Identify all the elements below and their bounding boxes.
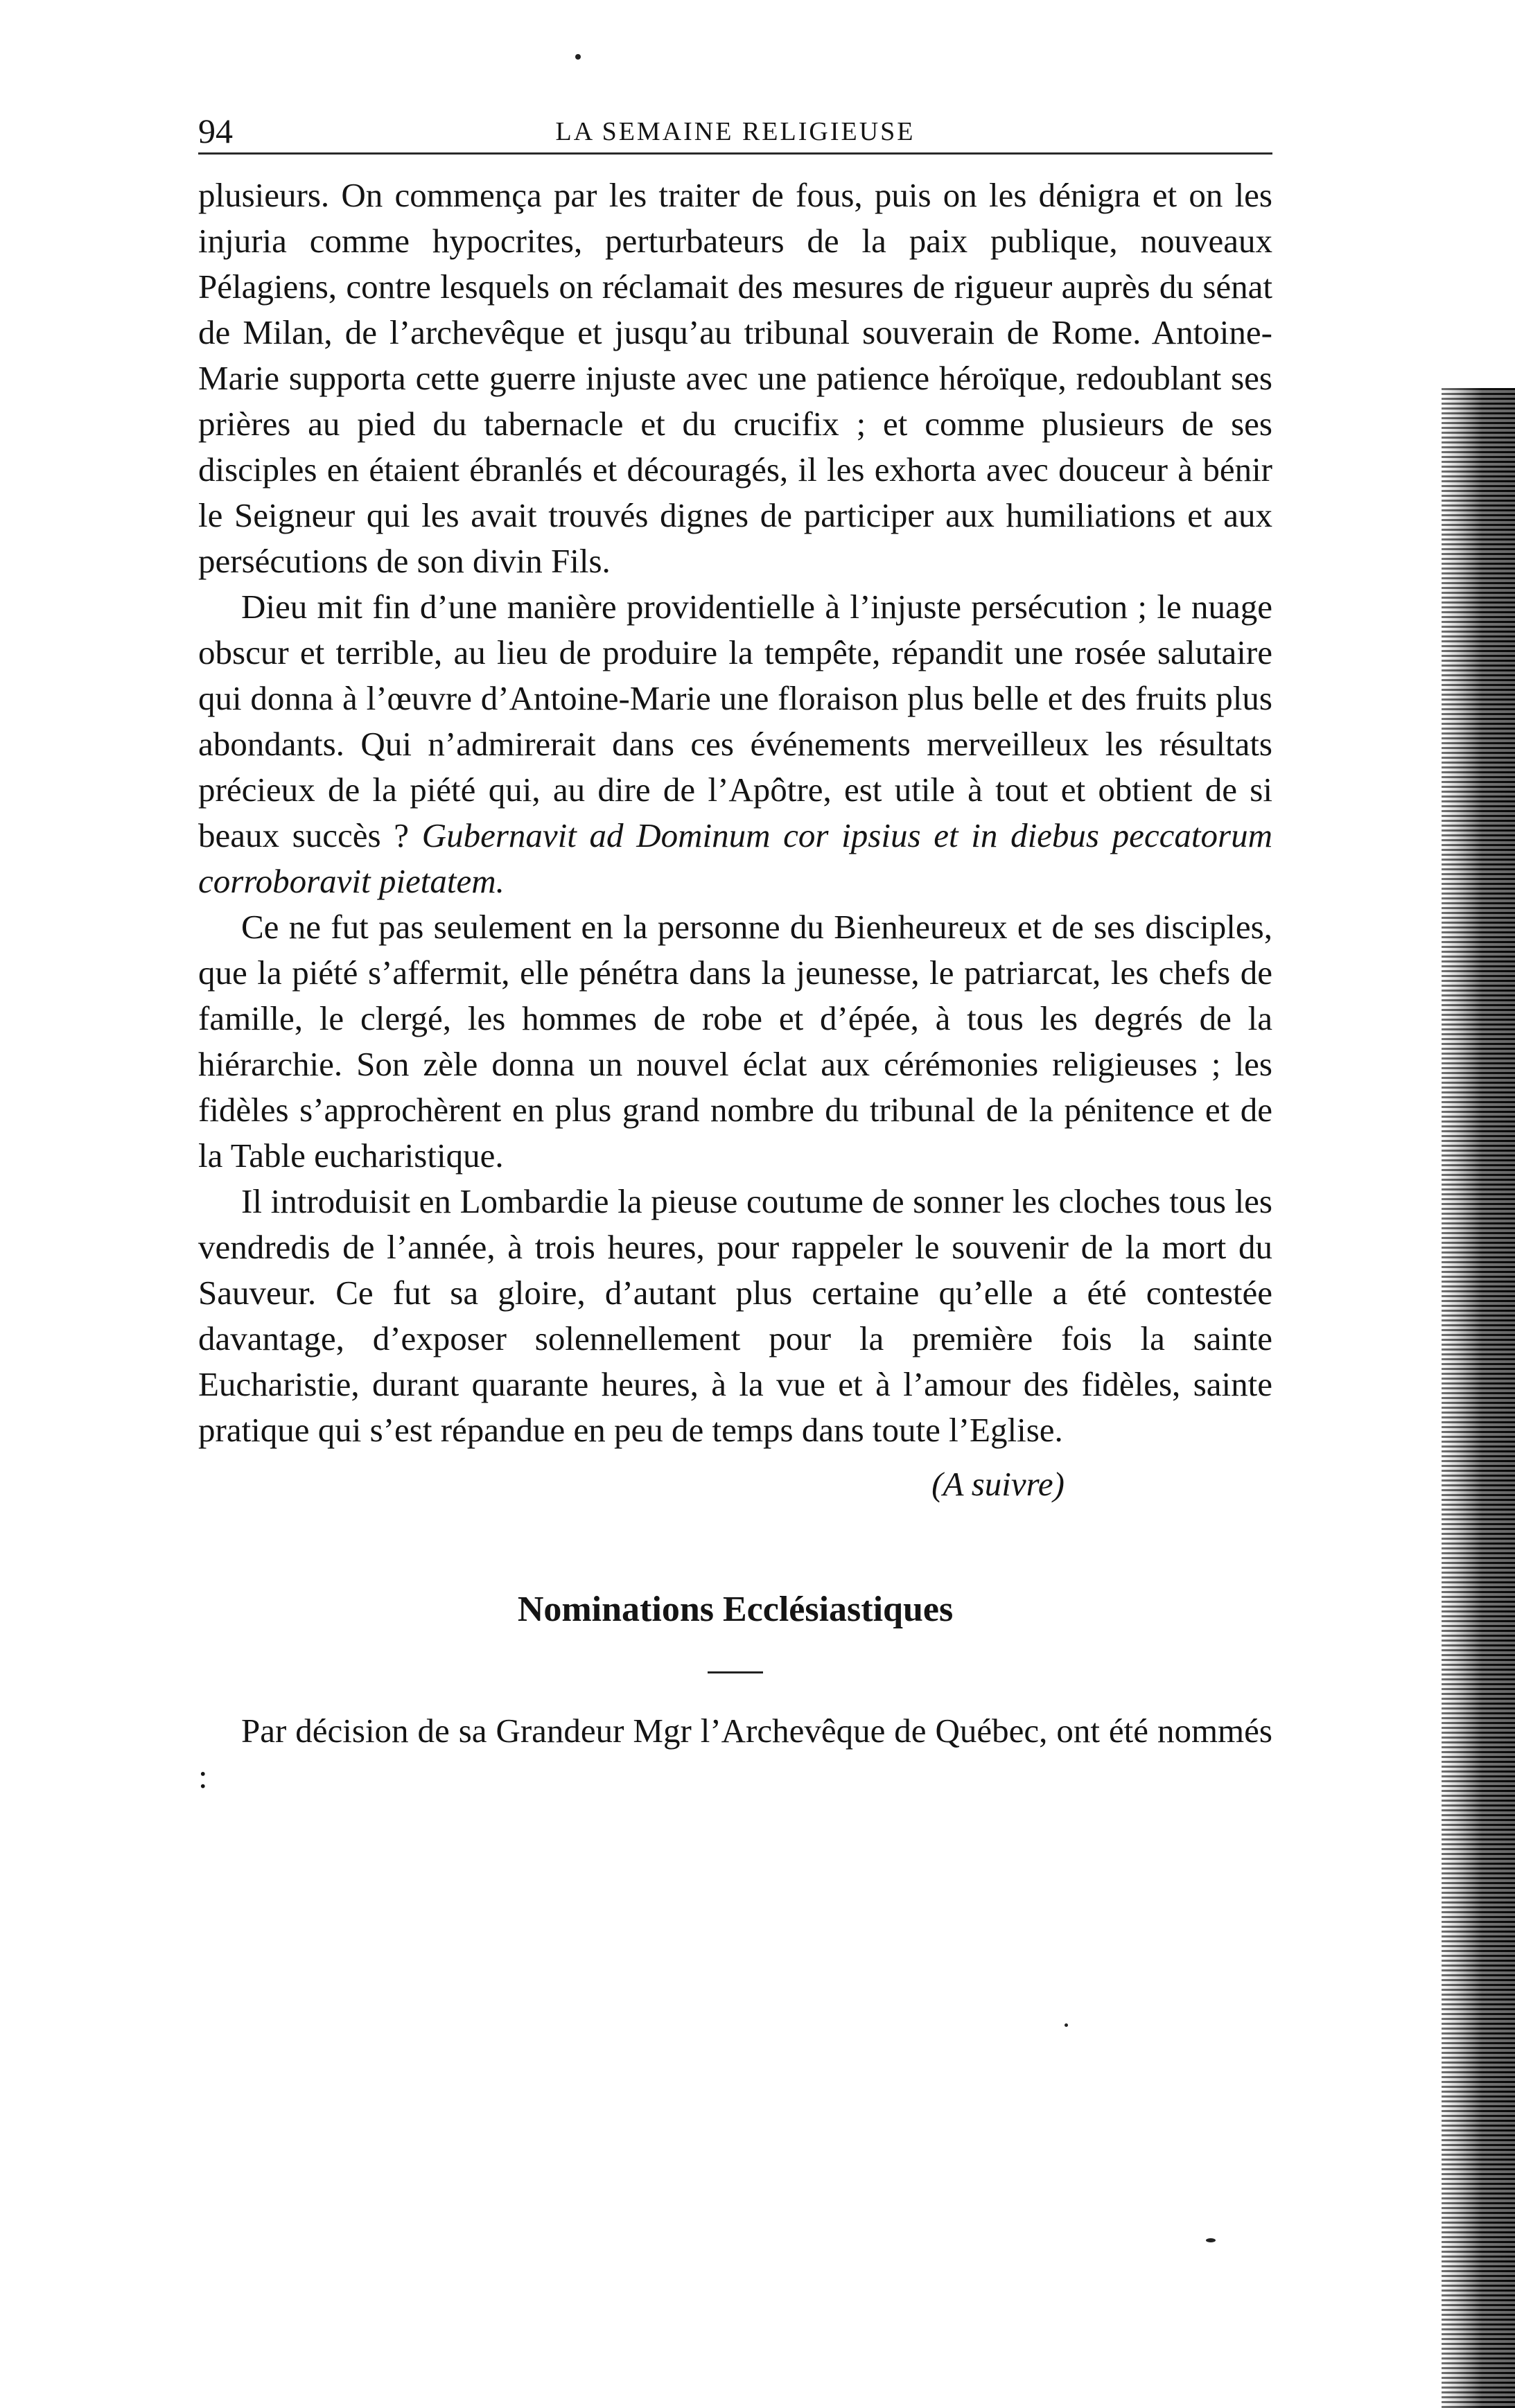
nominations-body bbox=[198, 1708, 1272, 1800]
scan-speck bbox=[1206, 2238, 1216, 2242]
paragraph-3: Ce ne fut pas seulement en la personne du Bienheureux et de ses disciples, que la piété s’affermit, elle pénétra dans la jeunesse, le patriarcat, les chefs de famille, le clergé, les hommes de robe et d’épée, à tous les degrés de la hiérarchie. Son zèle donna un nouvel éclat aux cérémonies religieuses ; les fidèles s’approchèrent en plus grand nombre du tribunal de la pénitence et de la Table eucharistique. bbox=[198, 908, 1272, 1175]
nominations-paragraph: Par décision de sa Grandeur Mgr l’Archevêque de Québec, ont été nommés : bbox=[198, 1712, 1272, 1795]
page-number: 94 bbox=[198, 112, 233, 150]
article-body bbox=[198, 173, 1272, 1507]
header-rule bbox=[198, 152, 1272, 155]
latin-quotation: Gubernavit ad Dominum cor ipsius et in diebus peccatorum corroboravit pietatem. bbox=[198, 816, 1272, 900]
to-be-continued: (A suivre) bbox=[931, 1465, 1065, 1503]
section-divider bbox=[708, 1671, 763, 1673]
paragraph-1: plusieurs. On commença par les traiter de fous, puis on les dénigra et on les injuria comme hypocrites, perturbateurs de la paix publique, nouveaux Pélagiens, contre lesquels on réclamait des mesures de rigueur auprès du sénat de Milan, de l’archevêque et jusqu’au tribunal souverain de Rome. Antoine-Marie supporta cette guerre injuste avec une patience héroïque, redoublant ses prières au pied du tabernacle et du crucifix ; et comme plusieurs de ses disciples en étaient ébranlés et découragés, il les exhorta avec douceur à bénir le Seigneur qui les avait trouvés dignes de participer aux humiliations et aux persécutions de son divin Fils. bbox=[198, 176, 1272, 580]
paragraph-4: Il introduisit en Lombardie la pieuse coutume de sonner les cloches tous les vendredis de l’année, à trois heures, pour rappeler le souvenir de la mort du Sauveur. Ce fut sa gloire, d’autant plus certaine qu’elle a été contestée davantage, d’exposer solennellement pour la première fois la sainte Eucharistie, durant quarante heures, à la vue et à l’amour des fidèles, sainte pratique qui s’est répandue en peu de temps dans toute l’Eglise. bbox=[198, 1182, 1272, 1449]
paragraph-2 bbox=[198, 584, 1272, 904]
paragraph-2-text: Dieu mit fin d’une manière providentielle à l’injuste persécution ; le nuage obscur et terrible, au lieu de produire la tempête, répandit une rosée salutaire qui donna à l’œuvre d’Antoine-Marie une floraison plus belle et des fruits plus abondants. Qui n’admirerait dans ces événements merveilleux les résultats précieux de la piété qui, au dire de l’Apôtre, est utile à tout et obtient de si beaux succès ? bbox=[198, 588, 1272, 854]
scan-speck bbox=[575, 54, 581, 60]
running-title: LA SEMAINE RELIGIEUSE bbox=[555, 117, 916, 146]
binding-edge bbox=[1442, 388, 1515, 2408]
section-heading: Nominations Ecclésiastiques bbox=[517, 1590, 954, 1629]
running-head bbox=[198, 104, 1272, 152]
document-page bbox=[198, 104, 1272, 1800]
scan-speck bbox=[1065, 2023, 1068, 2027]
